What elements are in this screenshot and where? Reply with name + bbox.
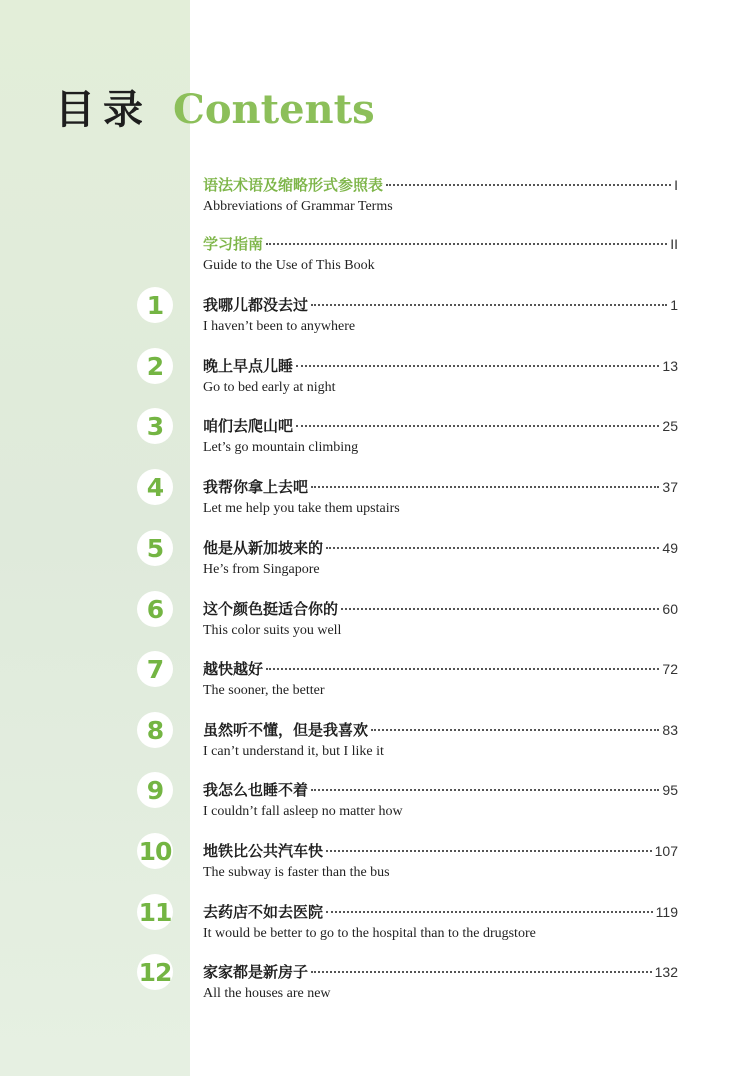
toc-entry-lesson-12[interactable] <box>203 961 678 1002</box>
entry-title-english: Let’s go mountain climbing <box>203 440 359 455</box>
entry-title-chinese: 晚上早点儿睡 <box>203 357 294 375</box>
entry-title-english: I can’t understand it, but I like it <box>203 744 384 759</box>
dot-leader <box>266 243 667 245</box>
toc-entry-lesson-4[interactable] <box>203 476 678 517</box>
entry-page-number: 95 <box>662 782 678 798</box>
entry-page-number: 25 <box>662 418 678 434</box>
toc-entry-lesson-3[interactable] <box>203 415 678 456</box>
entry-title-chinese: 地铁比公共汽车快 <box>203 842 324 860</box>
lesson-number-badge: 2 <box>137 348 173 384</box>
entry-page-number: 72 <box>662 661 678 677</box>
entry-page-number: 83 <box>662 722 678 738</box>
toc-entry-lesson-5[interactable] <box>203 537 678 578</box>
entry-title-english: Let me help you take them upstairs <box>203 501 400 516</box>
entry-page-number: 49 <box>662 540 678 556</box>
entry-title-chinese: 我哪儿都没去过 <box>203 296 309 314</box>
dot-leader <box>326 850 652 852</box>
entry-page-number: I <box>674 177 678 193</box>
entry-page-number: 13 <box>662 358 678 374</box>
entry-title-english: Guide to the Use of This Book <box>203 258 375 273</box>
toc-entry-lesson-9[interactable] <box>203 779 678 820</box>
lesson-number-badge: 9 <box>137 772 173 808</box>
lesson-number-badge: 8 <box>137 712 173 748</box>
heading-english: Contents <box>173 86 375 133</box>
lesson-number-badge: 3 <box>137 408 173 444</box>
entry-title-chinese: 我帮你拿上去吧 <box>203 478 309 496</box>
entry-title-english: I couldn’t fall asleep no matter how <box>203 804 403 819</box>
toc-entry-lesson-7[interactable] <box>203 658 678 699</box>
dot-leader <box>326 547 659 549</box>
dot-leader <box>311 486 659 488</box>
page-heading <box>55 78 375 135</box>
toc-entry-guide[interactable] <box>203 233 678 274</box>
lesson-number-badge: 4 <box>137 469 173 505</box>
entry-page-number: 119 <box>655 904 678 920</box>
entry-title-chinese: 虽然听不懂，但是我喜欢 <box>203 721 369 739</box>
entry-page-number: 1 <box>670 297 678 313</box>
entry-page-number: 132 <box>654 964 678 980</box>
lesson-number-badge: 7 <box>137 651 173 687</box>
entry-title-english: All the houses are new <box>203 986 331 1001</box>
entry-title-chinese: 我怎么也睡不着 <box>203 781 309 799</box>
entry-title-chinese: 语法术语及缩略形式参照表 <box>203 176 384 194</box>
dot-leader <box>311 304 667 306</box>
lesson-number-badge: 6 <box>137 591 173 627</box>
entry-title-english: This color suits you well <box>203 623 342 638</box>
dot-leader <box>311 971 652 973</box>
dot-leader <box>296 365 659 367</box>
toc-entry-lesson-11[interactable] <box>203 901 678 942</box>
entry-title-english: The sooner, the better <box>203 683 325 698</box>
entry-title-english: I haven’t been to anywhere <box>203 319 356 334</box>
entry-title-chinese: 这个颜色挺适合你的 <box>203 600 339 618</box>
entry-page-number: 60 <box>662 601 678 617</box>
entry-title-chinese: 他是从新加坡来的 <box>203 539 324 557</box>
entry-title-chinese: 咱们去爬山吧 <box>203 417 294 435</box>
dot-leader <box>341 608 659 610</box>
entry-page-number: 37 <box>662 479 678 495</box>
dot-leader <box>371 729 659 731</box>
dot-leader <box>311 789 659 791</box>
entry-title-chinese: 家家都是新房子 <box>203 963 309 981</box>
entry-title-english: Abbreviations of Grammar Terms <box>203 199 393 214</box>
toc-entry-abbreviations[interactable] <box>203 174 678 215</box>
dot-leader <box>296 425 659 427</box>
heading-chinese: 目录 <box>55 87 151 133</box>
entry-title-chinese: 学习指南 <box>203 235 264 253</box>
toc-entry-lesson-1[interactable] <box>203 294 678 335</box>
toc-entry-lesson-10[interactable] <box>203 840 678 881</box>
entry-title-english: He’s from Singapore <box>203 562 320 577</box>
entry-title-chinese: 去药店不如去医院 <box>203 903 324 921</box>
toc-entry-lesson-8[interactable] <box>203 719 678 760</box>
entry-title-chinese: 越快越好 <box>203 660 264 678</box>
entry-title-english: It would be better to go to the hospital than to the drugstore <box>203 926 536 941</box>
lesson-number-badge: 5 <box>137 530 173 566</box>
lesson-number-badge: 1 <box>137 287 173 323</box>
entry-page-number: 107 <box>654 843 678 859</box>
entry-title-english: Go to bed early at night <box>203 380 336 395</box>
lesson-number-badge: 11 <box>137 894 173 930</box>
lesson-number-badge: 10 <box>137 833 173 869</box>
lesson-number-badge: 12 <box>137 954 173 990</box>
entry-page-number: II <box>670 236 678 252</box>
dot-leader <box>266 668 659 670</box>
dot-leader <box>326 911 653 913</box>
entry-title-english: The subway is faster than the bus <box>203 865 390 880</box>
dot-leader <box>386 184 671 186</box>
toc-entry-lesson-2[interactable] <box>203 355 678 396</box>
toc-entry-lesson-6[interactable] <box>203 598 678 639</box>
